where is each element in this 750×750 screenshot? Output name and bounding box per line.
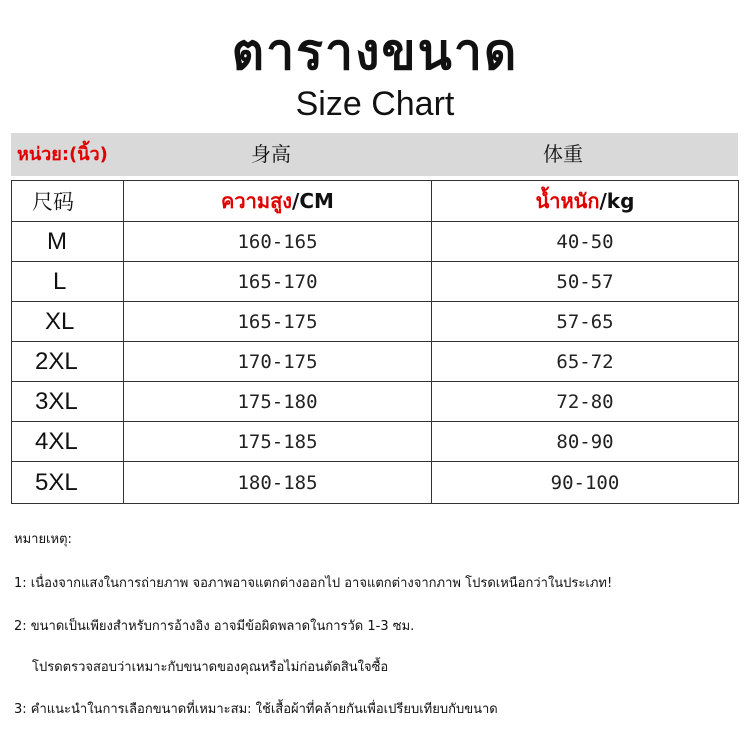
height-cell: 160-165: [124, 222, 432, 262]
table-row: [12, 262, 739, 302]
size-cell: 3XL: [12, 382, 124, 422]
weight-cell: 57-65: [432, 302, 739, 342]
size-cell: M: [12, 222, 124, 262]
header-band: [11, 133, 738, 176]
weight-cell: 90-100: [432, 462, 739, 504]
note-item: 2: ขนาดเป็นเพียงสำหรับการอ้างอิง อาจมีข้อผิดพลาดในการวัด 1-3 ซม.: [14, 619, 415, 634]
page-subtitle: Size Chart: [295, 85, 455, 123]
height-column-header: [124, 181, 432, 222]
table-header-row: [12, 181, 739, 222]
height-cell: 170-175: [124, 342, 432, 382]
weight-header-label: น้ำหนัก: [535, 189, 600, 213]
note-item: โปรดตรวจสอบว่าเหมาะกับขนาดของคุณหรือไม่ก่อนตัดสินใจซื้อ: [32, 660, 389, 675]
weight-cell: 72-80: [432, 382, 739, 422]
size-cell: 4XL: [12, 422, 124, 462]
height-cell: 165-170: [124, 262, 432, 302]
unit-label: หน่วย:(นิ้ว): [17, 144, 108, 165]
size-cell: L: [12, 262, 124, 302]
size-table: [11, 180, 739, 504]
table-row: [12, 462, 739, 504]
weight-cell: 65-72: [432, 342, 739, 382]
note-item: 1: เนื่องจากแสงในการถ่ายภาพ จอภาพอาจแตกต่างออกไป อาจแตกต่างจากภาพ โปรดเหนือกว่าในประเภท!: [14, 576, 613, 591]
table-row: [12, 422, 739, 462]
height-header-label: ความสูง: [221, 189, 293, 213]
note-item: 3: คำแนะนำในการเลือกขนาดที่เหมาะสม: ใช้เสื้อผ้าที่คล้ายกันเพื่อเปรียบเทียบกับขนาด: [14, 702, 498, 717]
height-cell: 175-185: [124, 422, 432, 462]
table-row: [12, 302, 739, 342]
size-cell: 2XL: [12, 342, 124, 382]
size-cell: XL: [12, 302, 124, 342]
table-row: [12, 222, 739, 262]
height-cell: 165-175: [124, 302, 432, 342]
table-row: [12, 342, 739, 382]
weight-cell: 50-57: [432, 262, 739, 302]
height-column-label: 身高: [251, 142, 291, 166]
height-header-unit: /CM: [292, 189, 334, 213]
weight-cell: 40-50: [432, 222, 739, 262]
size-cell: 5XL: [12, 462, 124, 504]
page-title: ตารางขนาด: [231, 23, 519, 81]
height-cell: 175-180: [124, 382, 432, 422]
weight-column-header: [432, 181, 739, 222]
weight-column-label: 体重: [543, 142, 583, 166]
weight-header-unit: /kg: [599, 189, 635, 213]
size-column-header: 尺码: [12, 181, 124, 222]
notes-heading: หมายเหตุ:: [14, 532, 72, 547]
table-row: [12, 382, 739, 422]
weight-cell: 80-90: [432, 422, 739, 462]
height-cell: 180-185: [124, 462, 432, 504]
